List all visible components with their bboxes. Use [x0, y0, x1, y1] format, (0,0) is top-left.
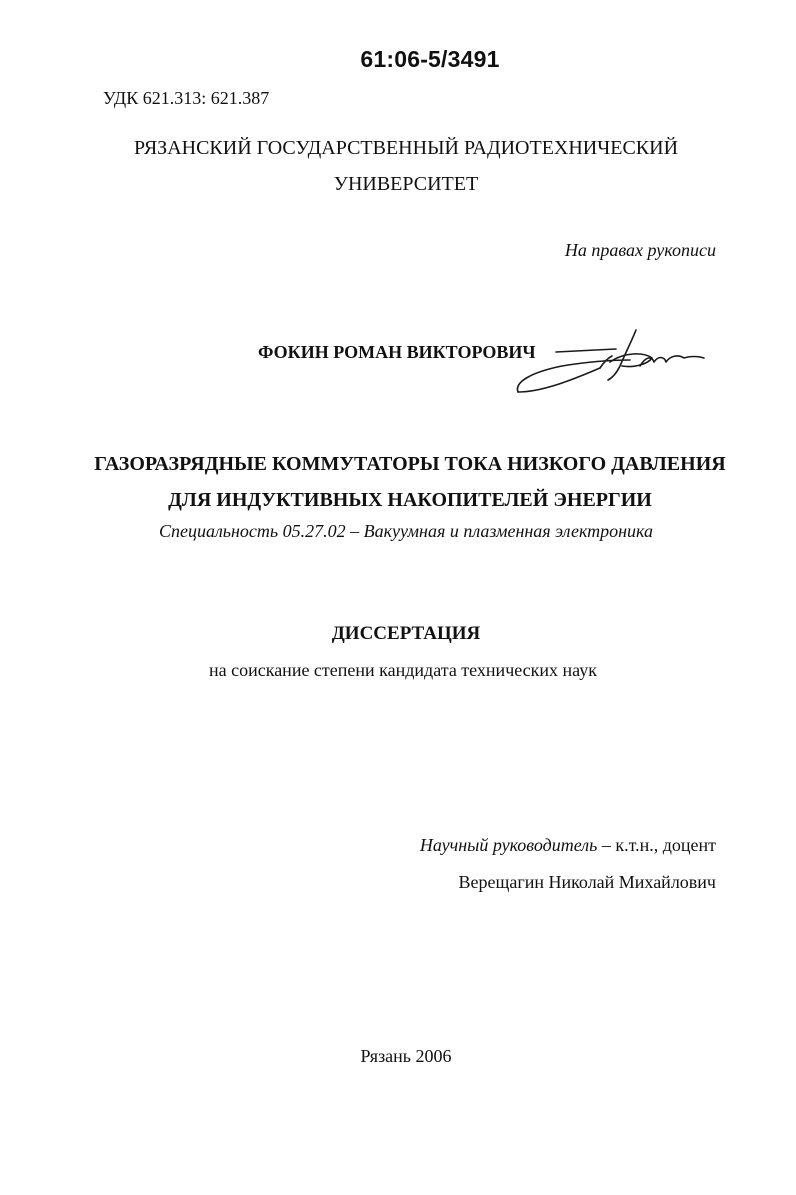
supervisor-name: Верещагин Николай Михайлович — [458, 872, 716, 892]
university-line-2: УНИВЕРСИТЕТ — [333, 173, 479, 195]
supervisor-line — [420, 835, 716, 856]
archive-code: 61:06-5/3491 — [360, 46, 500, 72]
topic-line-1: ГАЗОРАЗРЯДНЫЕ КОММУТАТОРЫ ТОКА НИЗКОГО ДАВЛЕНИЯ — [94, 453, 726, 475]
document-type-heading: ДИССЕРТАЦИЯ — [331, 623, 481, 644]
degree-line: на соискание степени кандидата технических наук — [208, 660, 598, 680]
city-year: Рязань 2006 — [360, 1046, 452, 1066]
dissertation-topic — [0, 446, 796, 518]
specialty-line: Специальность 05.27.02 – Вакуумная и плазменная электроника — [158, 521, 654, 541]
handwritten-signature — [512, 322, 712, 402]
supervisor-role: Научный руководитель — [419, 835, 598, 855]
university-name — [0, 130, 796, 202]
author-name: ФОКИН РОМАН ВИКТОРОВИЧ — [258, 342, 536, 362]
university-line-1: РЯЗАНСКИЙ ГОСУДАРСТВЕННЫЙ РАДИОТЕХНИЧЕСКИЙ — [133, 137, 679, 159]
manuscript-note: На правах рукописи — [564, 240, 716, 260]
udk-code: УДК 621.313: 621.387 — [103, 88, 270, 108]
topic-line-2: ДЛЯ ИНДУКТИВНЫХ НАКОПИТЕЛЕЙ ЭНЕРГИИ — [168, 489, 652, 511]
supervisor-credentials: – к.т.н., доцент — [597, 835, 716, 855]
